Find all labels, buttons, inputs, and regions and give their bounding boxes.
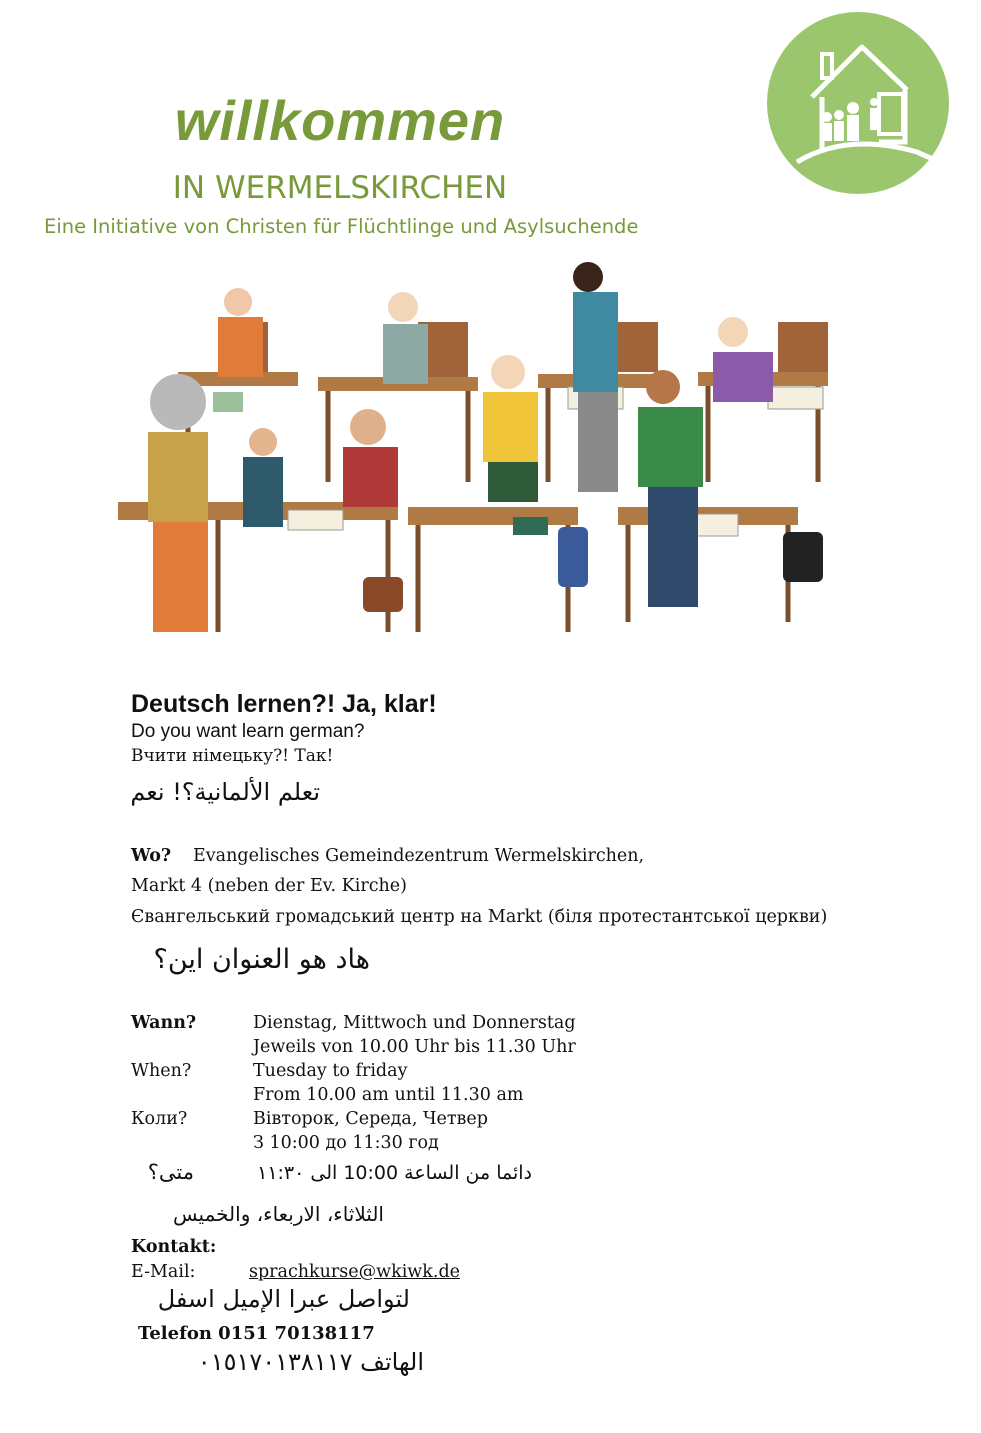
email-arabic-note: لتواصل عبرا الإميل اسفل <box>157 1285 410 1313</box>
email-label: E-Mail: <box>131 1262 196 1282</box>
when-label-ukrainian: Коли? <box>131 1109 188 1129</box>
where-line-2: Markt 4 (neben der Ev. Kirche) <box>131 876 407 896</box>
when-label-arabic: متى؟ <box>147 1160 194 1184</box>
email-link[interactable]: sprachkurse@wkiwk.de <box>249 1262 461 1282</box>
headline-english: Do you want learn german? <box>131 721 365 742</box>
where-arabic: هاد هو العنوان اين؟ <box>153 944 370 975</box>
phone-number-arabic: الهاتف ٠١٥١٧٠١٣٨١١٧ <box>197 1348 424 1376</box>
schedule-days-ukrainian: Вівторок, Середа, Четвер <box>253 1109 488 1129</box>
schedule-days-english: Tuesday to friday <box>253 1061 408 1081</box>
headline-ukrainian: Вчити німецьку?! Так! <box>131 746 334 766</box>
when-label-english: When? <box>131 1061 192 1081</box>
when-label-german: Wann? <box>131 1013 197 1033</box>
where-line-1: Evangelisches Gemeindezentrum Wermelskirchen, <box>193 846 645 866</box>
schedule-time-german: Jeweils von 10.00 Uhr bis 11.30 Uhr <box>253 1037 576 1057</box>
headline-arabic: تعلم الألمانية؟! نعم <box>130 778 320 806</box>
schedule-time-arabic: دائما من الساعة 10:00 الى ١١:٣٠ <box>257 1162 532 1184</box>
contact-label: Kontakt: <box>131 1237 217 1257</box>
schedule-days-arabic: الثلاثاء، الاربعاء، والخميس <box>173 1202 384 1226</box>
page-subtitle: IN WERMELSKIRCHEN <box>172 170 508 206</box>
schedule-days-german: Dienstag, Mittwoch und Donnerstag <box>253 1013 576 1033</box>
tagline: Eine Initiative von Christen für Flüchtlinge und Asylsuchende <box>44 215 639 238</box>
schedule-time-ukrainian: З 10:00 до 11:30 год <box>253 1133 439 1153</box>
where-label: Wo? <box>131 846 172 866</box>
schedule-time-english: From 10.00 am until 11.30 am <box>253 1085 524 1105</box>
page-title: willkommen <box>174 89 506 152</box>
where-line-ukrainian: Євангельський громадський центр на Markt (біля протестантської церкви) <box>131 907 828 927</box>
phone-number: Telefon 0151 70138117 <box>138 1323 375 1344</box>
headline-german: Deutsch lernen?! Ja, klar! <box>131 690 437 718</box>
classroom-illustration <box>118 262 830 660</box>
house-with-family-icon <box>767 12 949 194</box>
